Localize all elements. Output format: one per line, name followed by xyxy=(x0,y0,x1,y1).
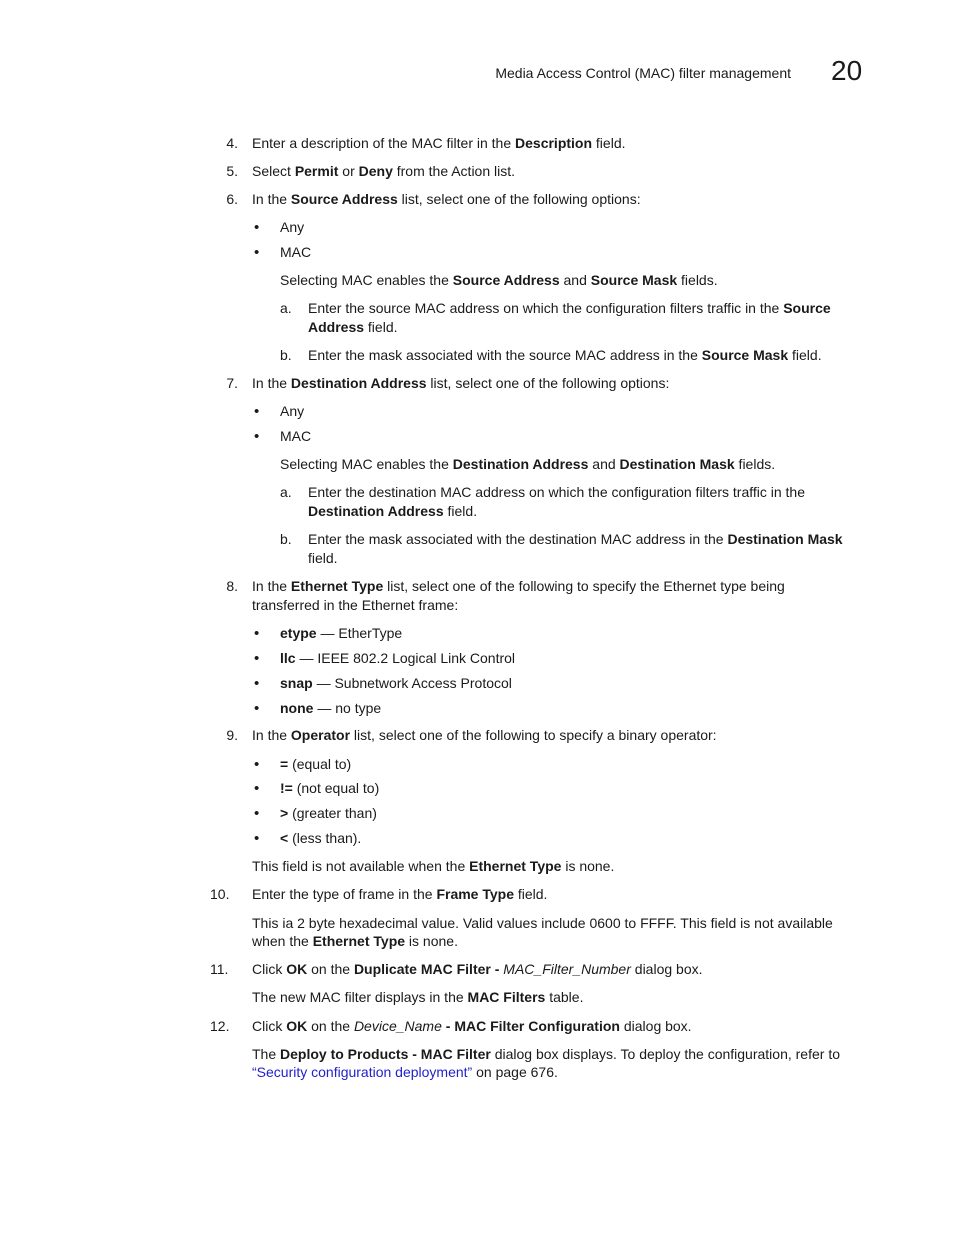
step-8-text: In the Ethernet Type list, select one of the following to specify the Ethernet type being xyxy=(252,578,785,594)
option-snap: snap — Subnetwork Access Protocol xyxy=(280,675,512,691)
option-none: none — no type xyxy=(280,700,382,716)
step-number: 4. xyxy=(226,135,238,151)
step-6-note: Selecting MAC enables the Source Address and Source Mask fields. xyxy=(280,272,718,288)
step-6-text: In the Source Address list, select one of the following options: xyxy=(252,191,641,207)
substep-text: Enter the mask associated with the destination MAC address in the Destination Mask xyxy=(308,531,843,547)
step-number: 12. xyxy=(210,1018,230,1034)
bullet: • xyxy=(254,700,260,717)
step-4-text: Enter a description of the MAC filter in the Description field. xyxy=(252,135,626,151)
step-9-text: In the Operator list, select one of the following to specify a binary operator: xyxy=(252,727,717,743)
bullet: • xyxy=(254,428,260,445)
substep-label: a. xyxy=(280,484,292,500)
step-9-note: This field is not available when the Ethernet Type is none. xyxy=(252,858,615,874)
substep-text: Enter the destination MAC address on which the configuration filters traffic in the xyxy=(308,484,806,500)
step-11-text: Click OK on the Duplicate MAC Filter - MAC_Filter_Number dialog box. xyxy=(252,961,703,977)
bullet: • xyxy=(254,650,260,667)
option-not-equal: != (not equal to) xyxy=(280,780,380,796)
option-less: < (less than). xyxy=(280,830,362,846)
bullet: • xyxy=(254,219,260,236)
substep-label: b. xyxy=(280,347,292,363)
bullet: • xyxy=(254,830,260,847)
substep-text: Destination Address field. xyxy=(308,503,478,519)
option-greater: > (greater than) xyxy=(280,805,377,821)
option-llc: llc — IEEE 802.2 Logical Link Control xyxy=(280,650,516,666)
substep-text: Enter the mask associated with the source MAC address in the Source Mask field. xyxy=(308,347,822,363)
bullet: • xyxy=(254,625,260,642)
step-number: 11. xyxy=(210,961,229,977)
substep-label: a. xyxy=(280,300,292,316)
step-7-note: Selecting MAC enables the Destination Address and Destination Mask fields. xyxy=(280,456,776,472)
step-number: 9. xyxy=(226,727,238,743)
step-number: 8. xyxy=(226,578,238,594)
chapter-number: 20 xyxy=(831,55,863,86)
step-5-text: Select Permit or Deny from the Action list. xyxy=(252,163,516,179)
option-etype: etype — EtherType xyxy=(280,625,403,641)
substep-text: Address field. xyxy=(308,319,398,335)
step-10-para: when the Ethernet Type is none. xyxy=(252,933,458,949)
step-number: 5. xyxy=(226,163,238,179)
substep-text: field. xyxy=(308,550,338,566)
option-mac: MAC xyxy=(280,428,312,444)
step-12-para: “Security configuration deployment” on page 676. xyxy=(252,1064,558,1080)
option-mac: MAC xyxy=(280,244,312,260)
security-deployment-link[interactable]: “Security configuration deployment” xyxy=(252,1064,473,1080)
step-12-para: The Deploy to Products - MAC Filter dialog box displays. To deploy the configuration, refer to xyxy=(252,1046,840,1062)
step-number: 7. xyxy=(226,375,238,391)
step-8-text: transferred in the Ethernet frame: xyxy=(252,597,459,613)
substep-text: Enter the source MAC address on which the configuration filters traffic in the Source xyxy=(308,300,831,316)
header-title: Media Access Control (MAC) filter management xyxy=(495,65,791,81)
step-number: 10. xyxy=(210,886,230,902)
bullet: • xyxy=(254,805,260,822)
bullet: • xyxy=(254,780,260,797)
option-any: Any xyxy=(280,219,305,235)
step-10-text: Enter the type of frame in the Frame Type field. xyxy=(252,886,548,902)
step-number: 6. xyxy=(226,191,238,207)
bullet: • xyxy=(254,403,260,420)
bullet: • xyxy=(254,675,260,692)
step-10-para: This ia 2 byte hexadecimal value. Valid values include 0600 to FFFF. This field is not available xyxy=(252,915,833,931)
step-11-para: The new MAC filter displays in the MAC Filters table. xyxy=(252,989,584,1005)
option-any: Any xyxy=(280,403,305,419)
step-12-text: Click OK on the Device_Name - MAC Filter Configuration dialog box. xyxy=(252,1018,692,1034)
bullet: • xyxy=(254,244,260,261)
substep-label: b. xyxy=(280,531,292,547)
bullet: • xyxy=(254,756,260,773)
step-7-text: In the Destination Address list, select one of the following options: xyxy=(252,375,670,391)
option-equal: = (equal to) xyxy=(280,756,352,772)
